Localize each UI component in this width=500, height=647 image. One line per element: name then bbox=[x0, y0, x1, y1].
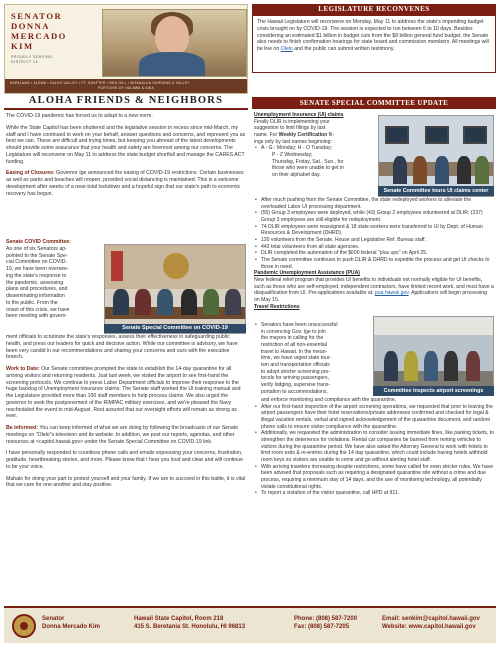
district-areas-line: KAPALAMA • ALEWA • KALIHI VALLEY • FT. SHAFTER • RED HILL • MOANALUA GARDENS & VALLEY bbox=[10, 81, 190, 85]
name-line: SENATOR bbox=[11, 11, 63, 21]
easing-text: Governor Ige announced the easing of COVID-19 restrictions. Certain businesses as well as parks and beaches will reopen, provided social distancing is maintained. This is a welcome development after weeks of a near-total lockdown and a hopeful sign that our state's path to economic recovery has begun. bbox=[6, 170, 244, 197]
phone-paragraph: I have personally responded to countless phone calls and emails expressing your concerns, frustration, gratitude, heartbreaking stories, and more. Please know that I hear you loud and clear and will continue to be your voice. bbox=[6, 450, 244, 470]
covid-committee-line: plans and procedures, and bbox=[6, 286, 68, 293]
ui-center-tour-caption: Senate Committee tours UI claims center bbox=[378, 186, 494, 196]
footer-fax: Fax: (808) 587-7205 bbox=[294, 624, 350, 630]
travel-bullet: • With arriving travelers increasing despite restrictions, some have called for even stricter rules. We have been advised that proposals such as requiring a designated quarantine site without a crime and due process, requiring a minimum stay of 14 days, and the use of monitoring technology, all potentially violate constitutional rights. bbox=[254, 464, 494, 491]
ui-line: name. For Weekly Certification fil- bbox=[254, 131, 335, 138]
name-line: DONNA bbox=[11, 21, 51, 31]
footer-email-link[interactable]: Email: senkim@capitol.hawaii.gov bbox=[382, 616, 480, 622]
covid-committee-line: pointed to the Senate Spe- bbox=[6, 252, 68, 259]
pua-text bbox=[254, 277, 494, 304]
schedule-item: P - Z Wednesday; bbox=[272, 151, 313, 158]
be-informed-text: You can keep informed of what we are doing by following the broadcasts of our Senate meetings on "Olelo"s television and its website. In addition, we post our reports, agendas, and other resources at <capitol.hawaii.gov> under the Senate Special Committee on COVID-19 link. bbox=[6, 425, 239, 445]
covid-committee-line: onset of this crisis, we have bbox=[6, 306, 70, 313]
covid-committee-photo bbox=[104, 244, 246, 334]
travel-line: time, we have urged state tour- bbox=[261, 355, 332, 362]
travel-line: ism and transportation officials bbox=[261, 361, 330, 368]
be-informed-paragraph bbox=[6, 425, 246, 445]
pua-title: Pandemic Unemployment Assistance (PUA) bbox=[254, 270, 360, 277]
covid-committee-block bbox=[6, 239, 103, 320]
olelo-link[interactable]: Olelo bbox=[280, 46, 293, 52]
travel-list bbox=[254, 322, 370, 395]
district-label bbox=[11, 55, 101, 65]
covid-committee-tail: ment officials to scrutinize the state's responses, assess their effectiveness in safeguarding public health, and press our leaders for quick and decisive action. While our committee is advisory, we have been very candid in our recommendations and sharing your concerns and ours with the executive branch. bbox=[6, 334, 238, 361]
pua-link[interactable]: pua.hawaii.gov bbox=[374, 290, 409, 297]
travel-line: verify lodging, supervise trans- bbox=[261, 381, 331, 388]
covid-committee-line: 19, we have been oversee- bbox=[6, 266, 69, 272]
ui-line: suggestion to limit filings by last bbox=[254, 125, 326, 132]
covid-committee-line: to the public. From the bbox=[6, 299, 58, 306]
footer-address-line: Hawaii State Capitol, Room 218 bbox=[134, 616, 224, 622]
ui-line: Finally DLIR is implementing your bbox=[254, 118, 330, 125]
travel-bullet: • To report a violation of the visitor quarantine, call HPD at 911. bbox=[254, 490, 494, 497]
footer bbox=[4, 606, 496, 643]
travel-line: in convincing Gov. Ige to join bbox=[261, 328, 326, 335]
ui-bullet: • 443 total volunteers from all state agencies. bbox=[254, 244, 494, 251]
ui-bullet: • DLIR completed the automation of the $600 federal "plus ups" on April 25. bbox=[254, 250, 494, 257]
ui-bullet: • (55) Group 3 employees were deployed, while (43) Group 2 employees volunteered at DLIR. (237) Group 3 employees are still eligible for redeployment. bbox=[254, 210, 494, 223]
ui-bullet: • 74 DLIR employees were reassigned & 18 state workers were transferred to UI by Dept. of Human Resources & Development (DHRD). bbox=[254, 224, 494, 237]
footer-role: Senator bbox=[42, 616, 65, 622]
schedule-item: those who were unable to get in bbox=[272, 165, 344, 172]
travel-line: • Senators have been unsuccessful bbox=[261, 322, 338, 328]
covid-committee-line: the pandemic, assessing bbox=[6, 279, 64, 286]
ui-bullet: • 120 volunteers from the Senate, House and Legislative Ref. Bureau staff. bbox=[254, 237, 494, 244]
district-line: PROUDLY SERVING bbox=[11, 55, 53, 59]
travel-tail: and enforce monitoring and compliance with the quarantine. bbox=[261, 397, 397, 403]
covid-committee-line: been meeting with govern- bbox=[6, 313, 68, 320]
ui-bullet: • After much pushing from the Senate Committee, the state redeployed workers to alleviate the overloaded Labor UI processing department. bbox=[254, 197, 494, 210]
ui-claims-block bbox=[254, 112, 376, 179]
travel-line: the mayors in calling for the bbox=[261, 335, 324, 342]
schedule-item: on their alphabet day. bbox=[272, 171, 321, 178]
travel-line: restriction of all non-essential bbox=[261, 341, 327, 348]
legislature-heading: LEGISLATURE RECONVENES bbox=[252, 4, 496, 15]
ui-center-tour-photo bbox=[378, 115, 494, 197]
travel-bullet-list bbox=[254, 404, 494, 497]
schedule-item: Thursday, Friday, Sat., Sun., for bbox=[272, 158, 344, 165]
covid-committee-line: disseminating information bbox=[6, 293, 65, 299]
mahalo-paragraph: Mahalo for doing your part to protect yourself and your family. If we are to succeed in this battle, it is vital that we care for one another and stay positive. bbox=[6, 475, 246, 489]
district-areas-strip bbox=[5, 79, 247, 93]
travel-bullet: • After our first-hand inspection of the airport screening operations, we requested that prior to leaving the airport passengers have their hotel reservations/private addresses confirmed and checked for legal & illegal vacation rentals, verbal and signed acknowledgement of the quarantine document, and random phone calls to ensure visitor compliance with the quarantine. bbox=[254, 404, 494, 431]
heading-rule bbox=[4, 108, 248, 110]
travel-bullets-block bbox=[254, 397, 494, 497]
capitol-paragraph: While the State Capitol has been shuttered and the legislative session in recess since mid-March, my staff and I have continued to work on your behalf, answer questions and concerns, and represent you as best we can. These are difficult and trying times, but keeping you abreast of the latest developments should provide some assurance that your health and safety are foremost among our concerns. The Legislature will reconvene on May 11 to address the state budget shortfall and manage the CARES ACT funding. bbox=[6, 124, 246, 165]
schedule-item: • A - G : Monday; H - O Tuesday; bbox=[254, 145, 376, 152]
travel-title: Travel Restrictions bbox=[254, 303, 300, 310]
footer-address-block bbox=[134, 615, 245, 631]
district-line: DISTRICT 14 bbox=[11, 60, 39, 64]
pua-text-end: . Applications will begin processing on May 15. bbox=[254, 290, 487, 303]
covid-committee-caption: Senate Special Committee on COVID-19 bbox=[104, 324, 246, 333]
easing-label: Easing of Closures: bbox=[6, 170, 55, 177]
ui-bullet: • The Senate committee continues to push DLIR & DHRD to expedite the process and get UI checks to those in need. bbox=[254, 257, 494, 270]
work-to-date-label: Work to Date: bbox=[6, 366, 40, 372]
committee-update-heading: SENATE SPECIAL COMMITTEE UPDATE bbox=[252, 97, 496, 109]
covid-committee-line: cial Committee on COVID- bbox=[6, 259, 68, 266]
travel-line: tocols for arriving passengers, bbox=[261, 375, 329, 382]
aloha-heading: ALOHA FRIENDS & NEIGHBORS bbox=[28, 95, 224, 106]
ui-bullets-block bbox=[254, 197, 494, 310]
weekly-certification-emphasis: Weekly Certification bbox=[278, 131, 328, 138]
footer-name-block bbox=[42, 615, 100, 631]
ui-bullet-list bbox=[254, 197, 494, 270]
footer-website-link[interactable]: Website: www.capitol.hawaii.gov bbox=[382, 624, 476, 630]
name-line: KIM bbox=[11, 41, 34, 51]
covid-committee-line: As one of six Senators ap- bbox=[6, 245, 67, 252]
footer-contact-block bbox=[382, 615, 480, 631]
committee-continued-block bbox=[6, 334, 246, 494]
intro-block bbox=[6, 113, 246, 202]
senator-portrait bbox=[102, 9, 247, 77]
schedule-list bbox=[254, 145, 376, 152]
ui-claims-title: Unemployment Insurance (UI) claims bbox=[254, 112, 344, 118]
state-senate-seal-icon bbox=[12, 614, 36, 638]
intro-paragraph: The COVID-19 pandemic has forced us to adapt to a new norm. bbox=[6, 113, 153, 119]
work-to-date-text: Our Senate committee prompted the state to establish the 14-day quarantine for all arriving visitors and returning residents. Just last week, we visited the airport to see first-hand the screening protocols. We continue to press Labor Department officials to improve their response to the huge backlog of Unemployment Insurance claims. The Senate staff worked the UI training manual and the Legislature provided more than 100 staff members to help process claims. We also urged the governor to seek the postponement of the RIMPAC military exercises, and we're pleased the Navy rescheduled the event to mid-August. Rest assured that our oversight efforts will remain as strong as ever. bbox=[6, 366, 241, 420]
pua-text-start: New federal relief program that provides UI benefits to individuals not normally eligible for UI benefits, such as those who are self-employed, independent contractors, have limited recent work, and must have a disqualification from UI. Pre-applications available at: bbox=[254, 276, 494, 297]
be-informed-label: Be informed: bbox=[6, 425, 38, 431]
travel-line: portation to accommodations, bbox=[261, 388, 328, 395]
legislature-text: The Hawaii Legislature will reconvene on Monday, May 11 to address the state's impending budget crisis brought on by COVID-19. The session is expected to run between 6 to 10 days. Besides considering an estimated $1 billion in budget cuts from the $8 billion general fund budget, the Senate also needs to finish confirmation hearings for state board and commission members. All meetings will be live on bbox=[257, 19, 489, 52]
travel-line: to adopt stricter screening pro- bbox=[261, 368, 331, 375]
easing-paragraph bbox=[6, 170, 246, 197]
travel-bullet: • Additionally, we requested the administration to consider issuing immediate fines, like parking tickets, to strengthen the deterrence for violations. Rental car companies be banned from renting vehicles to visitors during the quarantine period. We have also asked the Attorney General to work with hotels to limit room exits & re-entries during the 14 day quarantine, which could include having hotels withhold room keys so visitors are unable to come and go without alerting hotel staff. bbox=[254, 430, 494, 463]
senator-name bbox=[11, 11, 101, 51]
travel-bullet bbox=[254, 322, 370, 395]
airport-inspection-photo bbox=[373, 316, 494, 396]
work-to-date-paragraph bbox=[6, 366, 246, 420]
legislature-box bbox=[252, 15, 496, 73]
travel-line: travel to Hawaii. In the mean- bbox=[261, 348, 328, 355]
masthead bbox=[4, 4, 248, 94]
covid-committee-label: Senate COVID Committee: bbox=[6, 239, 71, 245]
ui-line: ings only by last names beginning: bbox=[254, 138, 332, 145]
name-line: MERCADO bbox=[11, 31, 67, 41]
footer-address-line: 415 S. Beretania St. Honolulu, HI 96813 bbox=[134, 624, 246, 630]
covid-committee-line: ing the state's response to bbox=[6, 272, 67, 279]
footer-phone-block bbox=[294, 615, 357, 631]
footer-phone: Phone: (808) 587-7200 bbox=[294, 616, 358, 622]
footer-name: Donna Mercado Kim bbox=[42, 624, 101, 630]
district-areas-line: PORTIONS OF HALAWA & AIEA bbox=[98, 85, 154, 90]
travel-narrow-block bbox=[254, 322, 370, 395]
legislature-text-end: and the public can submit written testimony. bbox=[292, 46, 395, 52]
airport-inspection-caption: Committee inspects airport screenings bbox=[373, 386, 494, 396]
